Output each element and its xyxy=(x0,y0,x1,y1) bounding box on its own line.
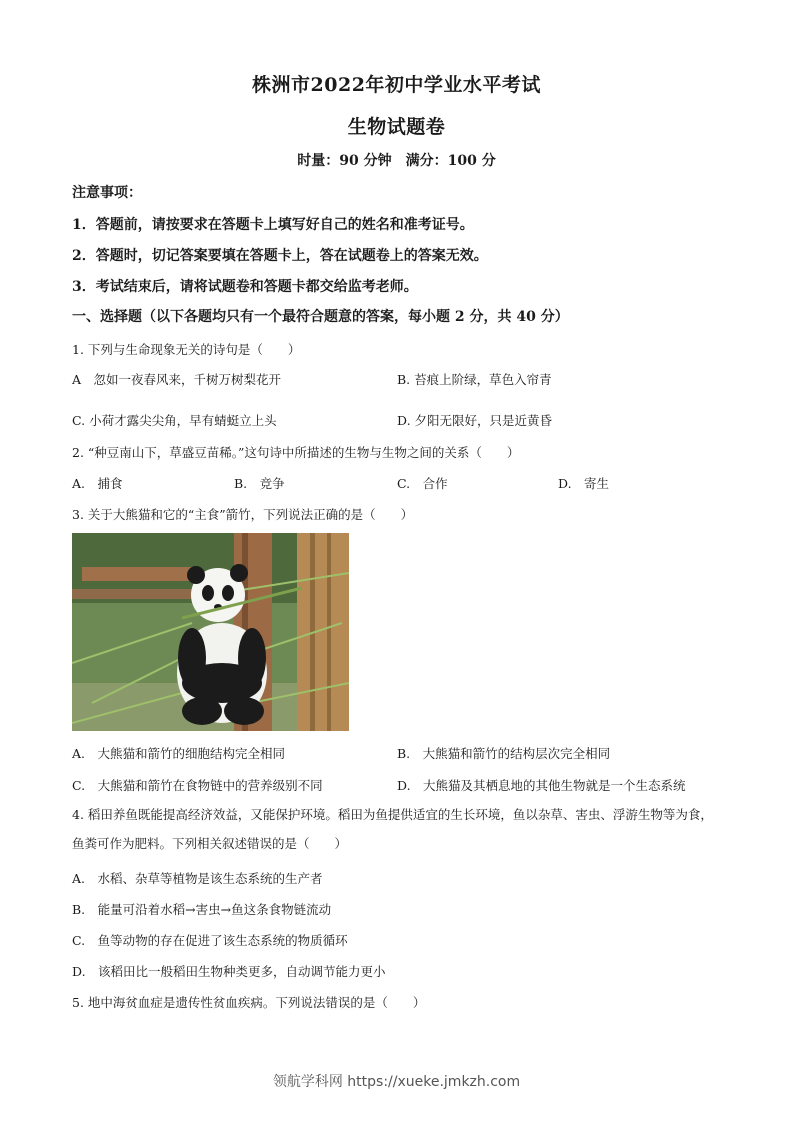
question-3-option-a: A. 大熊猫和箭竹的细胞结构完全相同 xyxy=(72,746,286,761)
question-1-option-d: D. 夕阳无限好，只是近黄昏 xyxy=(397,413,553,428)
question-5-stem: 5. 地中海贫血症是遗传性贫血疾病。下列说法错误的是（ ） xyxy=(72,995,426,1010)
question-2-option-c: C. 合作 xyxy=(397,476,448,491)
panda-photo xyxy=(72,533,349,731)
question-2-option-b: B. 竞争 xyxy=(234,476,285,491)
question-1-stem: 1. 下列与生命现象无关的诗句是（ ） xyxy=(72,342,301,357)
question-1-option-b: B. 苔痕上阶绿，草色入帘青 xyxy=(397,372,552,387)
question-3-option-d: D. 大熊猫及其栖息地的其他生物就是一个生态系统 xyxy=(397,778,686,793)
question-3-stem: 3. 关于大熊猫和它的“主食”箭竹，下列说法正确的是（ ） xyxy=(72,507,414,522)
time-and-score: 时量：90 分钟 满分：100 分 xyxy=(297,153,496,169)
notice-item-1: 1．答题前，请按要求在答题卡上填写好自己的姓名和准考证号。 xyxy=(72,217,474,233)
question-4-option-a: A. 水稻、杂草等植物是该生态系统的生产者 xyxy=(72,871,323,886)
question-4-option-c: C. 鱼等动物的存在促进了该生态系统的物质循环 xyxy=(72,933,348,948)
paper-subtitle: 生物试题卷 xyxy=(347,116,446,138)
question-4-option-d: D. 该稻田比一般稻田生物种类更多，自动调节能力更小 xyxy=(72,964,386,979)
question-1-option-c: C. 小荷才露尖尖角，早有蜻蜓立上头 xyxy=(72,413,277,428)
question-2-option-a: A. 捕食 xyxy=(72,476,123,491)
exam-title: 株洲市2022年初中学业水平考试 xyxy=(252,74,541,96)
question-3-option-c: C. 大熊猫和箭竹在食物链中的营养级别不同 xyxy=(72,778,323,793)
notice-item-2: 2．答题时，切记答案要填在答题卡上，答在试题卷上的答案无效。 xyxy=(72,248,488,264)
notice-item-3: 3．考试结束后，请将试题卷和答题卡都交给监考老师。 xyxy=(72,279,418,295)
question-4-option-b: B. 能量可沿着水稻→害虫→鱼这条食物链流动 xyxy=(72,902,332,917)
question-3-option-b: B. 大熊猫和箭竹的结构层次完全相同 xyxy=(397,746,611,761)
footer-watermark: 领航学科网 https://xueke.jmkzh.com xyxy=(272,1074,521,1090)
question-4-stem: 4. 稻田养鱼既能提高经济效益，又能保护环境。稻田为鱼提供适宜的生长环境，鱼以杂草、害虫、浮游生物等为食，鱼粪可作为肥料。下列相关叙述错误的是（ ） xyxy=(72,807,713,851)
question-2-stem: 2. “种豆南山下，草盛豆苗稀。”这句诗中所描述的生物与生物之间的关系（ ） xyxy=(72,445,520,460)
notice-heading: 注意事项： xyxy=(72,185,142,201)
question-1-option-a: A 忽如一夜春风来，千树万树梨花开 xyxy=(72,372,282,387)
question-2-option-d: D. 寄生 xyxy=(558,476,610,491)
section-heading: 一、选择题（以下各题均只有一个最符合题意的答案，每小题 2 分，共 40 分） xyxy=(72,309,569,325)
